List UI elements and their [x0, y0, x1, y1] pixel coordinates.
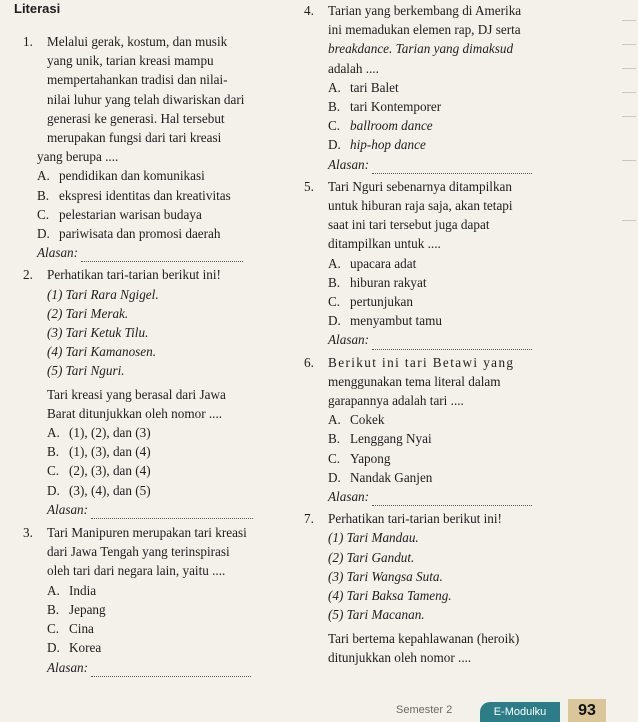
- option-b[interactable]: [47, 442, 287, 461]
- section-title: Literasi: [14, 1, 61, 16]
- option-letter: B.: [328, 274, 341, 290]
- option-c[interactable]: [47, 461, 287, 480]
- option-text: Cokek: [350, 412, 385, 428]
- question-number: 7.: [304, 511, 314, 527]
- alasan-label: Alasan:: [47, 659, 89, 675]
- option-d[interactable]: [37, 224, 287, 243]
- answer-line: [372, 161, 532, 174]
- option-c[interactable]: [328, 292, 572, 311]
- option-d[interactable]: [47, 481, 287, 500]
- option-text: (3), (4), dan (5): [69, 482, 151, 498]
- option-b[interactable]: [328, 429, 572, 448]
- question-text-line: Berikut ini tari Betawi yang: [328, 354, 515, 370]
- option-text: pendidikan dan komunikasi: [59, 168, 205, 184]
- alasan-field[interactable]: [328, 487, 572, 506]
- question-number: 2.: [23, 267, 33, 283]
- alasan-label: Alasan:: [37, 245, 79, 261]
- question-text-line: dari Jawa Tengah yang terinspirasi: [47, 544, 230, 560]
- alasan-label: Alasan:: [328, 156, 370, 172]
- option-text: (2), (3), dan (4): [69, 463, 151, 479]
- question-4: [304, 1, 572, 174]
- list-item: (5) Tari Nguri.: [47, 363, 125, 379]
- option-b[interactable]: [37, 186, 287, 205]
- list-item: (1) Tari Mandau.: [328, 530, 419, 546]
- alasan-field[interactable]: [37, 243, 287, 262]
- question-text-line: oleh tari dari negara lain, yaitu ....: [47, 563, 226, 579]
- option-letter: B.: [328, 99, 341, 115]
- option-letter: D.: [37, 226, 50, 242]
- option-letter: D.: [328, 137, 341, 153]
- list-item: (2) Tari Merak.: [47, 305, 129, 321]
- list-item: (5) Tari Macanan.: [328, 607, 425, 623]
- option-text: ballroom dance: [350, 118, 433, 134]
- list-item: (1) Tari Rara Ngigel.: [47, 286, 159, 302]
- option-letter: B.: [328, 431, 341, 447]
- question-number: 3.: [23, 525, 33, 541]
- question-text-line: mempertahankan tradisi dan nilai-: [47, 72, 228, 88]
- question-5: [304, 177, 572, 350]
- list-item: (4) Tari Baksa Tameng.: [328, 588, 452, 604]
- question-text-line: ini memadukan elemen rap, DJ serta: [328, 22, 521, 38]
- option-text: hiburan rakyat: [350, 274, 427, 290]
- question-7: [304, 509, 572, 667]
- option-text: pariwisata dan promosi daerah: [59, 226, 221, 242]
- option-letter: D.: [47, 640, 60, 656]
- page-number: 93: [568, 699, 606, 722]
- option-letter: A.: [37, 168, 50, 184]
- question-number: 5.: [304, 178, 314, 194]
- option-a[interactable]: [47, 423, 287, 442]
- option-text: Korea: [69, 640, 102, 656]
- left-column: [23, 32, 287, 677]
- option-letter: B.: [47, 444, 60, 460]
- term-breakdance: breakdance. Tarian yang dimaksud: [328, 41, 514, 57]
- question-6: [304, 353, 572, 507]
- question-number: 6.: [304, 354, 314, 370]
- question-text-line: Tari kreasi yang berasal dari Jawa: [47, 386, 226, 402]
- option-letter: A.: [47, 425, 60, 441]
- question-text-line: yang berupa ....: [37, 149, 119, 165]
- option-letter: A.: [328, 412, 341, 428]
- option-letter: A.: [47, 582, 60, 598]
- option-d[interactable]: [328, 468, 572, 487]
- question-text-line: garapannya adalah tari ....: [328, 393, 464, 409]
- option-d[interactable]: [328, 135, 572, 154]
- alasan-field[interactable]: [47, 500, 287, 519]
- option-letter: C.: [328, 118, 341, 134]
- option-letter: C.: [328, 450, 341, 466]
- alasan-field[interactable]: [47, 658, 287, 677]
- option-c[interactable]: [328, 449, 572, 468]
- option-letter: C.: [47, 621, 60, 637]
- list-item: (3) Tari Ketuk Tilu.: [47, 325, 149, 341]
- option-c[interactable]: [47, 619, 287, 638]
- answer-line: [91, 664, 251, 677]
- option-text: (1), (2), dan (3): [69, 425, 151, 441]
- option-text: Yapong: [350, 450, 391, 466]
- question-3: [23, 523, 287, 677]
- option-b[interactable]: [47, 600, 287, 619]
- option-letter: A.: [328, 79, 341, 95]
- answer-line: [91, 506, 253, 519]
- question-text-line: untuk hiburan raja saja, akan tetapi: [328, 198, 513, 214]
- question-text-line: ditampilkan untuk ....: [328, 236, 441, 252]
- option-letter: C.: [47, 463, 60, 479]
- list-item: (3) Tari Wangsa Suta.: [328, 568, 443, 584]
- answer-line: [372, 337, 532, 350]
- option-a[interactable]: [328, 78, 572, 97]
- question-text-line: Barat ditunjukkan oleh nomor ....: [47, 405, 223, 421]
- option-text: India: [69, 582, 97, 598]
- option-letter: A.: [328, 255, 341, 271]
- option-b[interactable]: [328, 273, 572, 292]
- question-text-line: nilai luhur yang telah diwariskan dari: [47, 91, 245, 107]
- question-text-line: adalah ....: [328, 60, 379, 76]
- option-letter: D.: [328, 313, 341, 329]
- question-text-line: merupakan fungsi dari tari kreasi: [47, 130, 222, 146]
- question-text-line: ditunjukkan oleh nomor ....: [328, 649, 472, 665]
- question-text-line: generasi ke generasi. Hal tersebut: [47, 110, 225, 126]
- option-text: pertunjukan: [350, 294, 413, 310]
- option-letter: B.: [37, 187, 50, 203]
- question-text-line: Tarian yang berkembang di Amerika: [328, 3, 522, 18]
- option-a[interactable]: [47, 581, 287, 600]
- question-text-line: [328, 39, 572, 58]
- right-column: [304, 1, 572, 667]
- question-intro: Perhatikan tari-tarian berikut ini!: [47, 267, 221, 283]
- option-letter: C.: [328, 294, 341, 310]
- option-letter: D.: [328, 469, 341, 485]
- answer-line: [372, 493, 532, 506]
- page-edge-marks: [618, 20, 638, 420]
- question-text-line: Tari bertema kepahlawanan (heroik): [328, 630, 520, 646]
- option-text: Lenggang Nyai: [350, 431, 432, 447]
- option-c[interactable]: [37, 205, 287, 224]
- question-text-line: menggunakan tema literal dalam: [328, 373, 501, 389]
- list-item: (2) Tari Gandut.: [328, 549, 415, 565]
- option-c[interactable]: [328, 116, 572, 135]
- option-text: tari Balet: [350, 79, 399, 95]
- option-text: pelestarian warisan budaya: [59, 206, 202, 222]
- option-letter: B.: [47, 601, 60, 617]
- question-intro: Perhatikan tari-tarian berikut ini!: [328, 511, 502, 527]
- question-1: [23, 32, 287, 262]
- option-text: ekspresi identitas dan kreativitas: [59, 187, 231, 203]
- question-number: 4.: [304, 3, 314, 18]
- option-text: (1), (3), dan (4): [69, 444, 151, 460]
- question-text-line: Tari Manipuren merupakan tari kreasi: [47, 525, 247, 541]
- option-text: Cina: [69, 621, 94, 637]
- option-letter: C.: [37, 206, 50, 222]
- alasan-label: Alasan:: [328, 332, 370, 348]
- option-text: upacara adat: [350, 255, 417, 271]
- question-text-line: Tari Nguri sebenarnya ditampilkan: [328, 178, 513, 194]
- semester-label: Semester 2: [396, 704, 453, 716]
- option-a[interactable]: [328, 254, 572, 273]
- question-number: 1.: [23, 34, 33, 49]
- alasan-field[interactable]: [328, 330, 572, 349]
- option-d[interactable]: [47, 638, 287, 657]
- option-text: menyambut tamu: [350, 313, 442, 329]
- question-text-line: Melalui gerak, kostum, dan musik: [47, 34, 228, 49]
- answer-line: [81, 249, 243, 262]
- alasan-field[interactable]: [328, 155, 572, 174]
- question-text-line: saat ini tari tersebut juga dapat: [328, 217, 490, 233]
- alasan-label: Alasan:: [328, 489, 370, 505]
- option-d[interactable]: [328, 311, 572, 330]
- question-2: [23, 265, 287, 519]
- alasan-label: Alasan:: [47, 501, 89, 517]
- option-b[interactable]: [328, 97, 572, 116]
- option-a[interactable]: [328, 410, 572, 429]
- module-badge: E-Modulku: [480, 702, 560, 722]
- option-text: Jepang: [69, 601, 106, 617]
- question-text-line: yang unik, tarian kreasi mampu: [47, 53, 214, 69]
- list-item: (4) Tari Kamanosen.: [47, 344, 157, 360]
- option-text: hip-hop dance: [350, 137, 426, 153]
- option-text: tari Kontemporer: [350, 99, 442, 115]
- option-text: Nandak Ganjen: [350, 469, 433, 485]
- option-a[interactable]: [37, 166, 287, 185]
- option-letter: D.: [47, 482, 60, 498]
